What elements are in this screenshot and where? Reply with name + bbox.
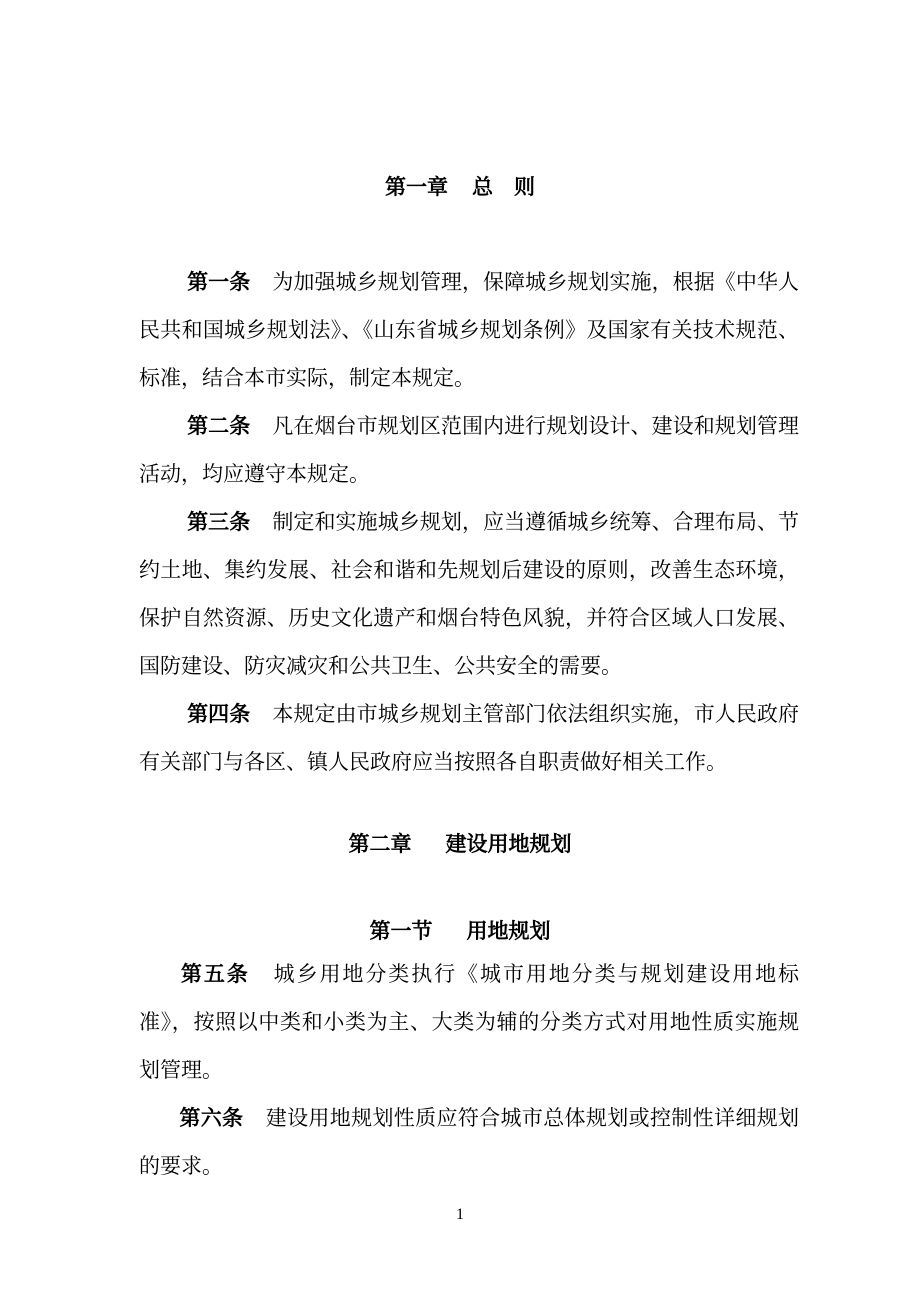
article-4 [139,690,799,786]
article-number: 第一条 [187,269,251,294]
article-number: 第四条 [187,701,251,726]
article-number: 第五条 [179,961,250,986]
article-number: 第二条 [187,413,251,438]
article-3 [139,498,799,690]
article-6 [139,1094,799,1190]
chapter-label: 第二章 [348,831,412,856]
article-text: 建设用地规划性质应符合城市总体规划或控制性详细规划的要求。 [139,1106,800,1178]
article-1 [139,258,799,402]
page-number: 1 [456,1206,464,1223]
article-5 [139,950,799,1094]
section-title: 用地规划 [466,918,551,943]
article-text: 城乡用地分类执行《城市用地分类与规划建设用地标准》，按照以中类和小类为主、大类为辅的分类方式对用地性质实施规划管理。 [139,962,800,1082]
section-1-heading [0,915,920,945]
chapter-1-heading [0,171,920,201]
article-text: 凡在烟台市规划区范围内进行规划设计、建设和规划管理活动，均应遵守本规定。 [139,414,800,486]
chapter-title: 建设用地规划 [445,831,572,856]
chapter-label: 第一章 [385,174,448,199]
chapter-2-heading [0,828,920,858]
article-text: 本规定由市城乡规划主管部门依法组织实施，市人民政府有关部门与各区、镇人民政府应当按照各自职责做好相关工作。 [139,702,800,774]
article-number: 第六条 [179,1105,244,1130]
article-text: 为加强城乡规划管理，保障城乡规划实施，根据《中华人民共和国城乡规划法》、《山东省城乡规划条例》及国家有关技术规范、标准，结合本市实际，制定本规定。 [139,270,800,390]
article-number: 第三条 [187,509,251,534]
chapter-title: 总 则 [472,174,535,199]
article-text: 制定和实施城乡规划，应当遵循城乡统筹、合理布局、节约土地、集约发展、社会和谐和先规划后建设的原则，改善生态环境，保护自然资源、历史文化遗产和烟台特色风貌，并符合区域人口发展、国防建设、防灾减灾和公共卫生、公共安全的需要。 [139,510,800,678]
section-label: 第一节 [369,918,433,943]
article-2 [139,402,799,498]
